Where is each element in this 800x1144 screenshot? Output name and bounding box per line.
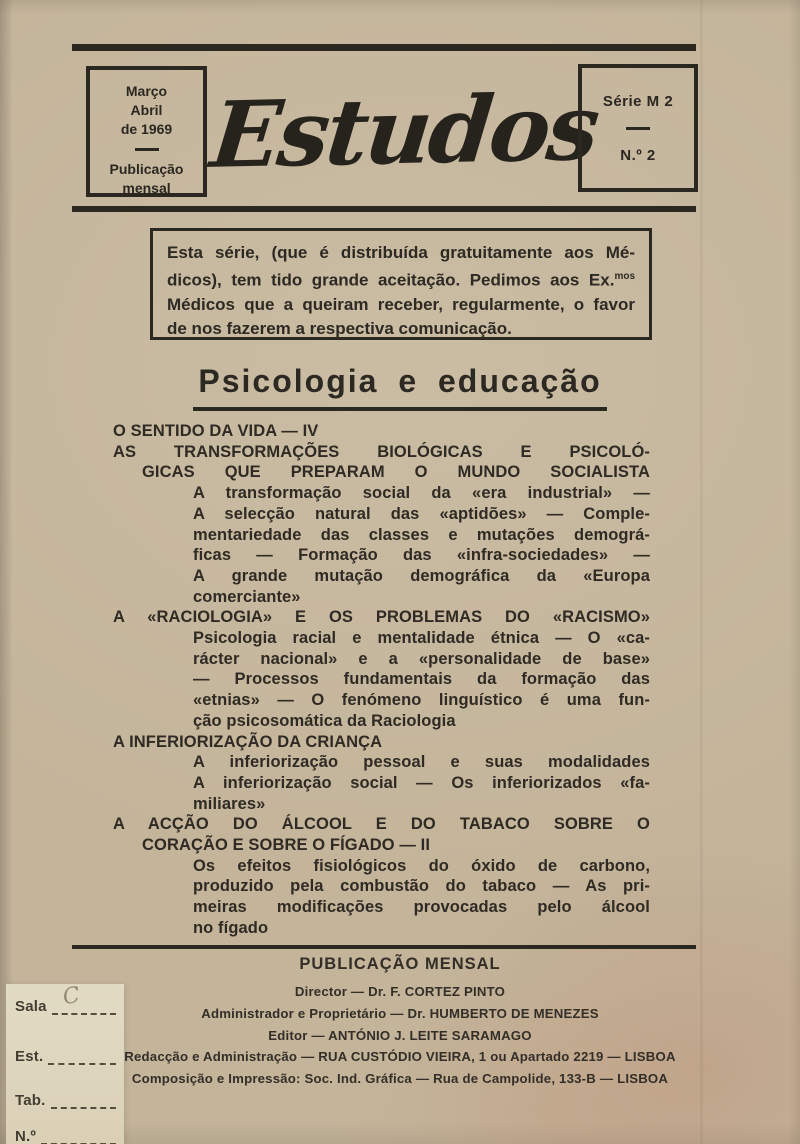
top-rule <box>72 44 696 51</box>
toc-line: AS TRANSFORMAÇÕES BIOLÓGICAS E PSICOLÓ- <box>113 442 650 461</box>
toc-line: A transformação social da «era industrial» — <box>193 484 650 503</box>
dotted-line <box>51 1095 116 1109</box>
notice-line-1: Esta série, (que é distribuída gratuitamente aos Mé- <box>167 243 635 262</box>
imprint-editor: Editor — ANTÓNIO J. LEITE SARAMAGO <box>268 1027 532 1043</box>
imprint-heading: PUBLICAÇÃO MENSAL <box>299 955 501 973</box>
toc-line: ficas — Formação das «infra-sociedades» — <box>193 546 650 565</box>
toc-line: A selecção natural das «aptidões» — Comple- <box>193 504 650 523</box>
toc-line: «etnias» — O fenómeno linguístico é uma fun- <box>193 691 650 710</box>
toc-line: A inferiorização pessoal e suas modalidades <box>193 753 650 772</box>
toc-line: produzido pela combustão do tabaco — As pri- <box>193 877 650 896</box>
notice-line-2 <box>167 265 635 293</box>
imprint-administrator: Administrador e Proprietário — Dr. HUMBERTO DE MENEZES <box>201 1005 599 1021</box>
form-label-sala: Sala <box>15 998 47 1015</box>
dotted-line <box>41 1131 116 1144</box>
date-box <box>86 66 207 197</box>
toc-line: ção psicosomática da Raciologia <box>193 711 456 730</box>
toc-line: CORAÇÃO E SOBRE O FÍGADO — II <box>142 836 431 855</box>
notice-line-2-text: dicos), tem tido grande aceitação. Pedimos aos Ex. <box>167 270 615 290</box>
form-field-tab <box>15 1092 116 1109</box>
toc-line: Psicologia racial e mentalidade étnica — O «ca- <box>193 629 650 648</box>
publication-frequency-1: Publicação <box>109 161 184 177</box>
notice-superscript: mos <box>614 271 635 282</box>
toc-line: A INFERIORIZAÇÃO DA CRIANÇA <box>113 732 383 751</box>
header-rule <box>72 206 696 212</box>
dotted-line <box>48 1051 116 1065</box>
title-wrap <box>0 363 800 411</box>
handwritten-value: C <box>60 982 82 1011</box>
toc-line: comerciante» <box>193 587 301 606</box>
series-box <box>578 64 698 192</box>
form-field-numero <box>15 1128 116 1144</box>
imprint-address: Redacção e Administração — RUA CUSTÓDIO VIEIRA, 1 ou Apartado 2219 — LISBOA <box>124 1049 676 1065</box>
toc-line: — Processos fundamentais da formação das <box>193 670 650 689</box>
dotted-line <box>52 1001 116 1015</box>
form-label-tab: Tab. <box>15 1092 46 1109</box>
form-label-est: Est. <box>15 1048 44 1065</box>
form-label-numero: N.º <box>15 1128 37 1144</box>
form-field-sala <box>15 982 116 1015</box>
publication-frequency-2: mensal <box>122 180 171 196</box>
toc-line: A inferiorização social — Os inferiorizados «fa- <box>193 773 650 792</box>
date-month-1: Março <box>125 83 168 99</box>
toc-line: mentariedade das classes e mutações demográ- <box>193 525 650 544</box>
footer-rule <box>72 945 696 949</box>
toc-line: O SENTIDO DA VIDA — IV <box>113 422 319 440</box>
divider-dash <box>135 148 159 151</box>
toc-line: A grande mutação demográfica da «Europa <box>193 566 650 585</box>
series-label: Série M 2 <box>602 93 674 110</box>
date-month-2: Abril <box>130 102 163 118</box>
notice-box <box>150 228 652 340</box>
form-field-est <box>15 1048 116 1065</box>
divider-dash <box>626 127 650 130</box>
contents-list <box>113 421 650 939</box>
imprint-block <box>72 955 728 1090</box>
library-shelf-form <box>6 984 124 1144</box>
date-year: de 1969 <box>120 121 173 137</box>
notice-line-4: de nos fazerem a respectiva comunicação. <box>167 318 512 338</box>
page-title: Psicologia e educação <box>193 363 606 411</box>
toc-line: Os efeitos fisiológicos do óxido de carbono, <box>193 856 650 875</box>
toc-line: miliares» <box>193 794 266 813</box>
imprint-director: Director — Dr. F. CORTEZ PINTO <box>294 984 506 999</box>
notice-line-3: Médicos que a queiram receber, regularmente, o favor <box>167 294 635 314</box>
toc-line: no fígado <box>193 918 269 937</box>
toc-line: rácter nacional» e a «personalidade de base» <box>193 649 650 668</box>
imprint-printer: Composição e Impressão: Soc. Ind. Gráfica — Rua de Campolide, 133-B — LISBOA <box>131 1071 669 1087</box>
toc-line: GICAS QUE PREPARAM O MUNDO SOCIALISTA <box>142 463 650 482</box>
toc-line: A «RACIOLOGIA» E OS PROBLEMAS DO «RACISMO» <box>113 608 650 627</box>
toc-line: A ACÇÃO DO ÁLCOOL E DO TABACO SOBRE O <box>113 815 650 834</box>
issue-number: N.º 2 <box>620 147 656 164</box>
magazine-logo: Estudos <box>206 74 602 189</box>
toc-line: meiras modificações provocadas pelo álcool <box>193 898 650 917</box>
